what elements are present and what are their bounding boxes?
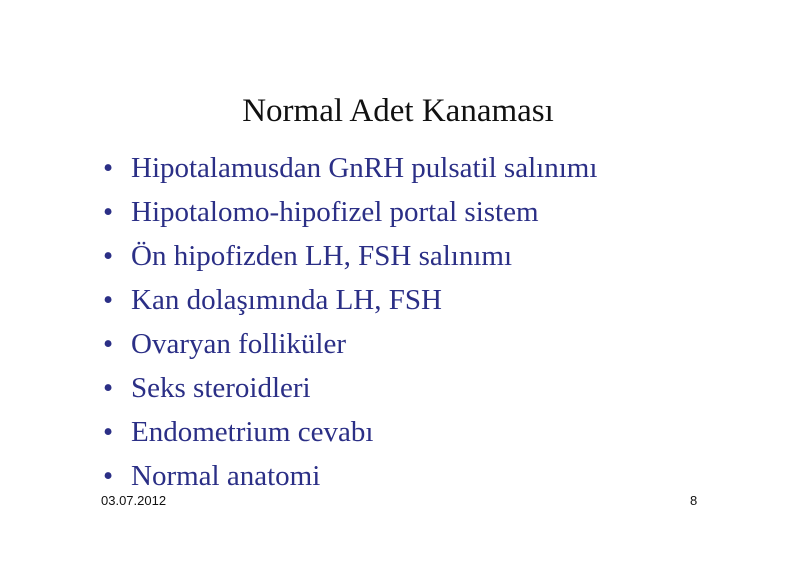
- bullet-marker: •: [103, 151, 114, 184]
- bullet-item: [103, 454, 597, 498]
- bullet-marker: •: [103, 283, 114, 316]
- bullet-text: Seks steroidleri: [131, 371, 311, 404]
- bullet-item: [103, 322, 597, 366]
- bullet-text: Ön hipofizden LH, FSH salınımı: [131, 239, 513, 272]
- slide-title: Normal Adet Kanaması: [242, 93, 554, 129]
- bullet-text: Ovaryan folliküler: [131, 327, 347, 360]
- bullet-text: Hipotalomo-hipofizel portal sistem: [131, 195, 539, 228]
- bullet-marker: •: [103, 371, 114, 404]
- bullet-item: [103, 278, 597, 322]
- bullet-item: [103, 410, 597, 454]
- bullet-item: [103, 146, 597, 190]
- bullet-marker: •: [103, 459, 114, 492]
- footer-date: 03.07.2012: [101, 493, 167, 508]
- bullet-marker: •: [103, 415, 114, 448]
- bullet-item: [103, 234, 597, 278]
- bullet-text: Endometrium cevabı: [131, 415, 374, 448]
- bullet-marker: •: [103, 327, 114, 360]
- bullet-item: [103, 366, 597, 410]
- bullet-marker: •: [103, 195, 114, 228]
- bullet-marker: •: [103, 239, 114, 272]
- bullet-list: [103, 146, 597, 498]
- bullet-text: Kan dolaşımında LH, FSH: [131, 283, 442, 316]
- bullet-item: [103, 190, 597, 234]
- page-number: 8: [690, 493, 698, 508]
- bullet-text: Normal anatomi: [131, 459, 321, 492]
- bullet-text: Hipotalamusdan GnRH pulsatil salınımı: [131, 151, 598, 184]
